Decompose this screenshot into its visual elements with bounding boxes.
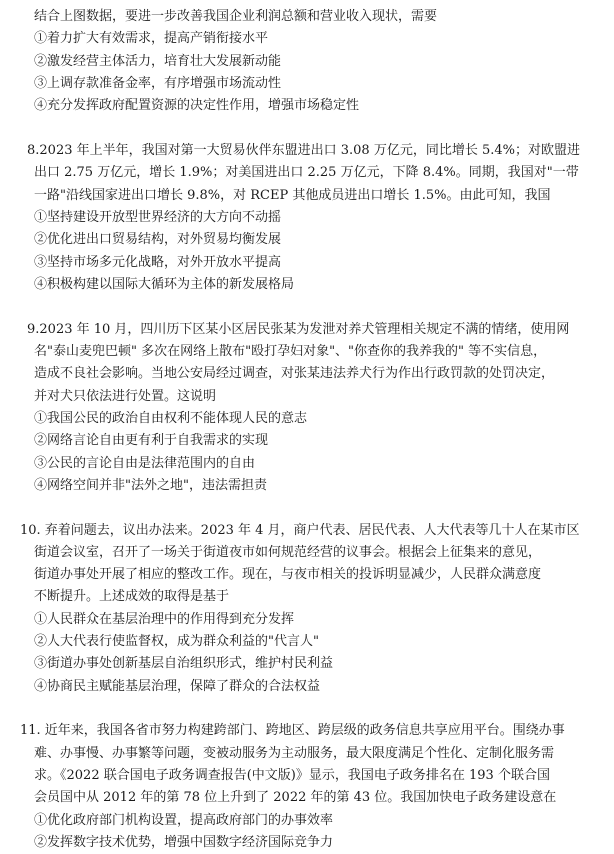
q9-stem-line: 9.2023 年 10 月，四川历下区某小区居民张某为发泄对养犬管理相关规定不满的情绪，使用网: [27, 321, 570, 337]
q9-statement-4: ④网络空间并非"法外之地"，违法需担责: [34, 477, 267, 493]
q11-statement-1: ①优化政府部门机构设置，提高政府部门的办事效率: [34, 812, 334, 828]
q8-statement-3: ③坚持市场多元化战略，对外开放水平提高: [34, 254, 282, 270]
q8-statement-2: ②优化进出口贸易结构，对外贸易均衡发展: [34, 232, 282, 248]
q9-stem-line: 名"泰山麦兜巴顿" 多次在网络上散布"殴打孕妇对象"、"你查你的我养我的" 等不实信息，: [34, 343, 547, 359]
q11-stem-line: 会员国中从 2012 年的第 78 位上升到了 2022 年的第 43 位。我国加快电子政务建设意在: [34, 790, 557, 806]
q9-statement-3: ③公民的言论自由是法律范围内的自由: [34, 455, 256, 471]
q8-stem-line: 一路"沿线国家进出口增长 9.8%，对 RCEP 其他成员进出口增长 1.5%。由此可知，我国: [34, 187, 551, 203]
q11-stem-line: 求。《2022 联合国电子政务调查报告(中文版)》显示，我国电子政务排名在 193 个联合国: [34, 768, 550, 783]
q9-statement-2: ②网络言论自由更有利于自我需求的实现: [34, 433, 269, 449]
q9-stem-line: 造成不良社会影响。当地公安局经过调查，对张某违法养犬行为作出行政罚款的处罚决定，: [34, 366, 555, 382]
q10-statement-2: ②人大代表行使监督权，成为群众利益的"代言人": [34, 634, 319, 650]
q8-stem-line: 8.2023 年上半年，我国对第一大贸易伙伴东盟进出口 3.08 万亿元，同比增长 5.4%；对欧盟进: [27, 142, 580, 158]
q11-stem-line: 难、办事慢、办事繁等问题，变被动服务为主动服务，最大限度满足个性化、定制化服务需: [34, 745, 555, 761]
q7-statement-1: ①着力扩大有效需求，提高产销衔接水平: [34, 31, 269, 47]
q11-statement-2: ②发挥数字技术优势，增强中国数字经济国际竞争力: [34, 835, 334, 850]
q8-stem-line: 出口 2.75 万亿元，增长 1.9%；对美国进出口 2.25 万亿元，下降 8.4%。同期，我国对"一带: [34, 165, 579, 181]
q7-statement-2: ②激发经营主体活力，培育壮大发展新动能: [34, 53, 282, 69]
q10-stem-line: 不断提升。上述成效的取得是基于: [34, 589, 230, 605]
q8-statement-1: ①坚持建设开放型世界经济的大方向不动摇: [34, 209, 282, 225]
q10-stem-line: 街道会议室，召开了一场关于街道夜市如何规范经营的议事会。根据会上征集来的意见，: [34, 544, 542, 560]
q10-stem-line: 街道办事处开展了相应的整改工作。现在，与夜市相关的投诉明显减少，人民群众满意度: [34, 567, 542, 583]
q7-stem-line: 结合上图数据，要进一步改善我国企业利润总额和营业收入现状，需要: [34, 9, 438, 24]
q10-statement-1: ①人民群众在基层治理中的作用得到充分发挥: [34, 611, 295, 627]
q10-statement-4: ④协商民主赋能基层治理，保障了群众的合法权益: [34, 678, 321, 694]
q10-stem-line: 10. 弃着问题去，议出办法来。2023 年 4 月，商户代表、居民代表、人大代表等几十人在某市区: [20, 522, 580, 538]
q11-stem-line: 11. 近年来，我国各省市努力构建跨部门、跨地区、跨层级的政务信息共享应用平台。围绕办事: [20, 723, 565, 739]
q10-statement-3: ③街道办事处创新基层自治组织形式，维护村民利益: [34, 656, 334, 672]
q7-statement-4: ④充分发挥政府配置资源的决定性作用，增强市场稳定性: [34, 98, 360, 114]
q9-statement-1: ①我国公民的政治自由权利不能体现人民的意志: [34, 410, 308, 426]
q9-stem-line: 并对犬只依法进行处置。这说明: [34, 388, 217, 404]
q8-statement-4: ④积极构建以国际大循环为主体的新发展格局: [34, 276, 295, 292]
q7-statement-3: ③上调存款准备金率，有序增强市场流动性: [34, 76, 282, 91]
